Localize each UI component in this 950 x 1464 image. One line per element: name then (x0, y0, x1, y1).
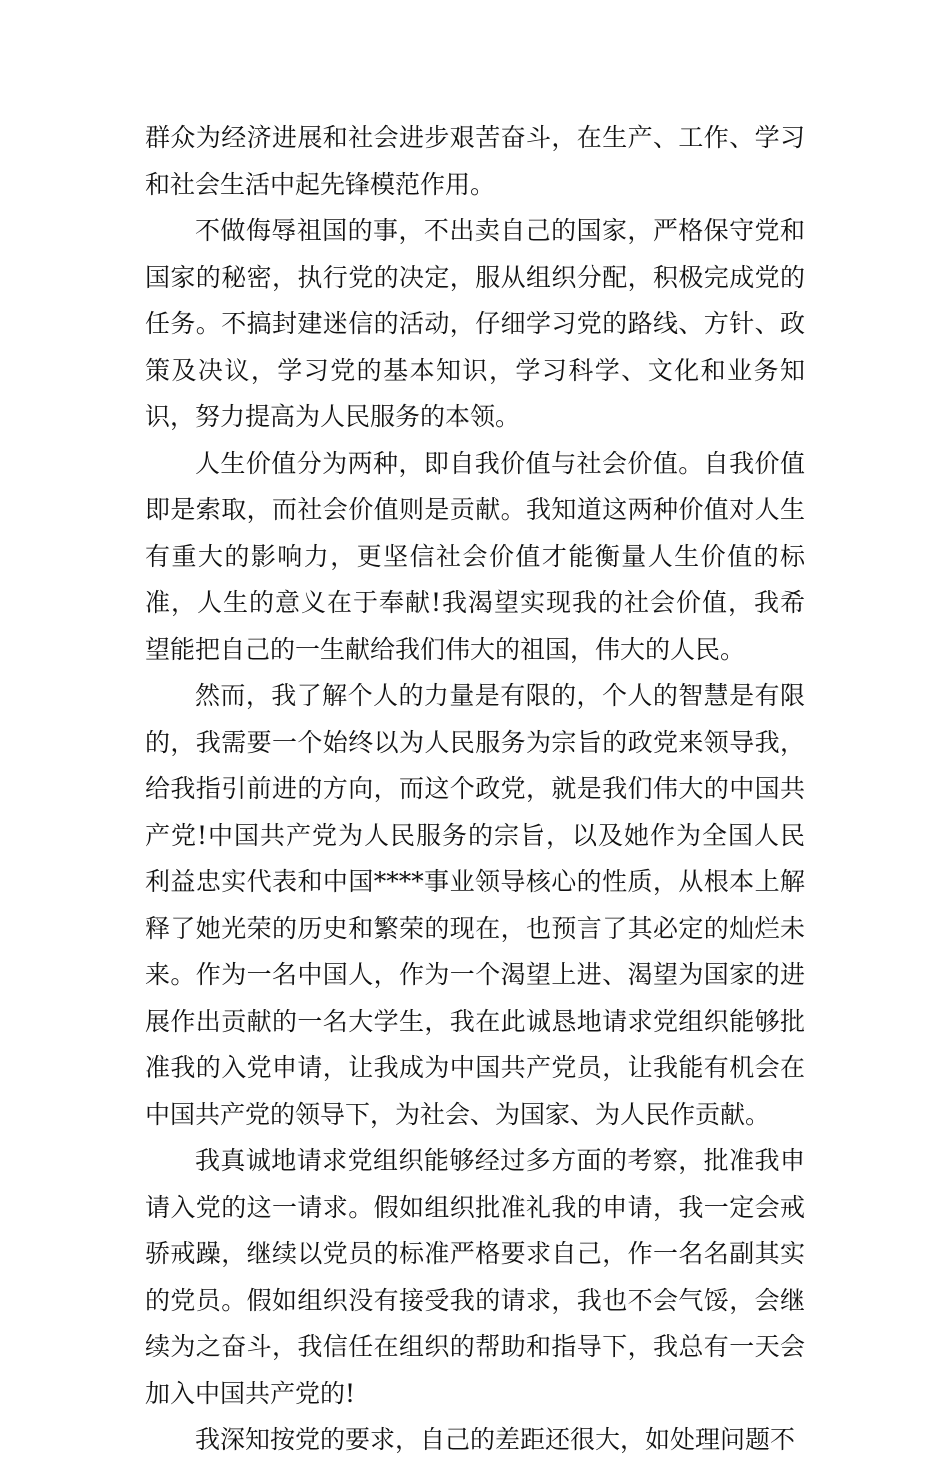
document-body (145, 115, 805, 1464)
paragraph-2: 不做侮辱祖国的事，不出卖自己的国家，严格保守党和国家的秘密，执行党的决定，服从组织分配，积极完成党的任务。不搞封建迷信的活动，仔细学习党的路线、方针、政策及决议，学习党的基本知识，学习科学、文化和业务知识，努力提高为人民服务的本领。 (145, 216, 805, 431)
paragraph-3: 人生价值分为两种，即自我价值与社会价值。自我价值即是索取，而社会价值则是贡献。我知道这两种价值对人生有重大的影响力，更坚信社会价值才能衡量人生价值的标准，人生的意义在于奉献!我渴望实现我的社会价值，我希望能把自己的一生献给我们伟大的祖国，伟大的人民。 (145, 448, 805, 664)
paragraph-6: 我深知按党的要求，自己的差距还很大，如处理问题不 (195, 1425, 796, 1454)
paragraph-1: 群众为经济进展和社会进步艰苦奋斗，在生产、工作、学习和社会生活中起先锋模范作用。 (145, 123, 805, 199)
paragraph-4: 然而，我了解个人的力量是有限的，个人的智慧是有限的，我需要一个始终以为人民服务为宗旨的政党来领导我，给我指引前进的方向，而这个政党，就是我们伟大的中国共产党!中国共产党为人民服务的宗旨，以及她作为全国人民利益忠实代表和中国****事业领导核心的性质，从根本上解释了她光荣的历史和繁荣的现在，也预言了其必定的灿烂未来。作为一名中国人，作为一个渴望上进、渴望为国家的进展作出贡献的一名大学生，我在此诚恳地请求党组织能够批准我的入党申请，让我成为中国共产党员，让我能有机会在中国共产党的领导下，为社会、为国家、为人民作贡献。 (145, 681, 805, 1129)
paragraph-5: 我真诚地请求党组织能够经过多方面的考察，批准我申请入党的这一请求。假如组织批准礼我的申请，我一定会戒骄戒躁，继续以党员的标准严格要求自己，作一名名副其实的党员。假如组织没有接受我的请求，我也不会气馁，会继续为之奋斗，我信任在组织的帮助和指导下，我总有一天会加入中国共产党的! (145, 1146, 805, 1408)
